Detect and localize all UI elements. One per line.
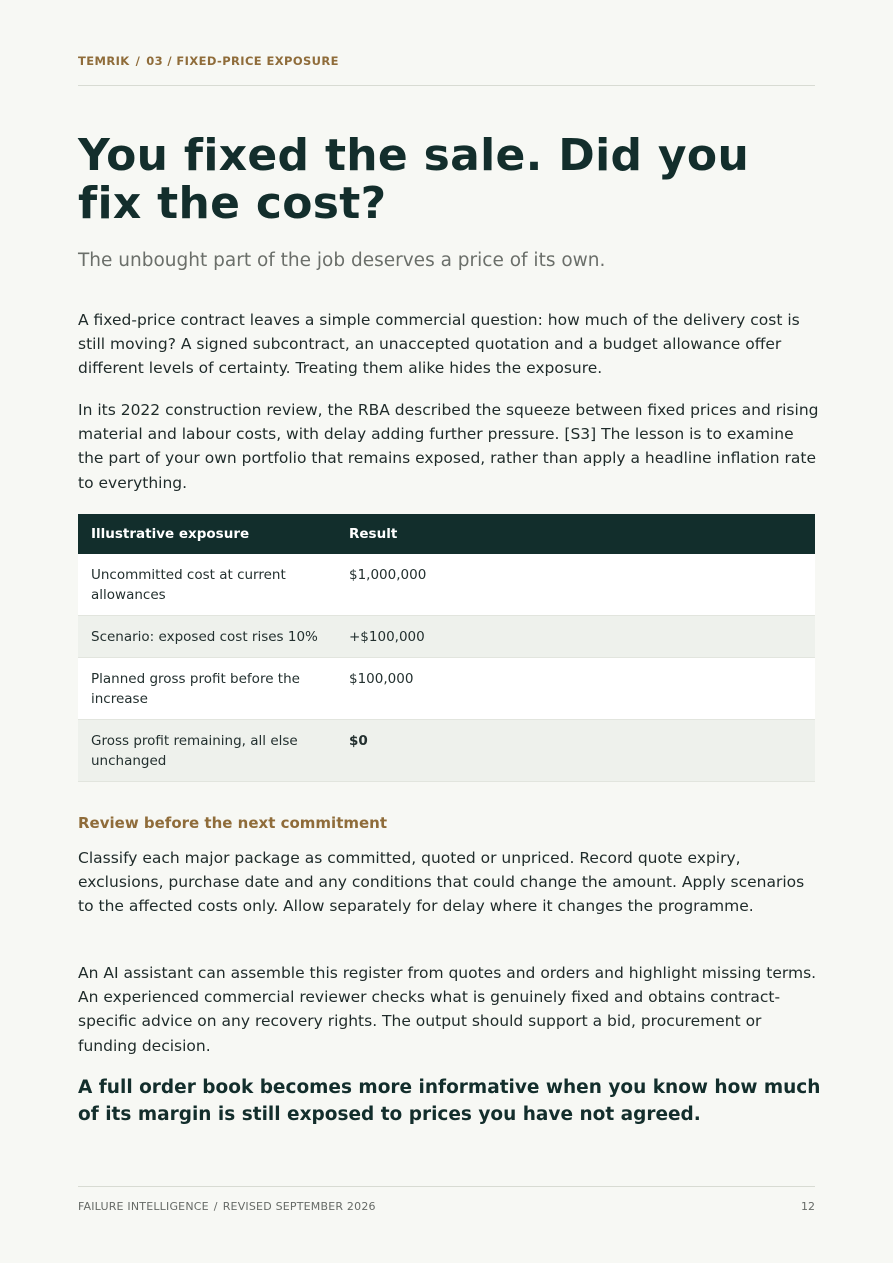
ai-paragraph: An AI assistant can assemble this register from quotes and orders and highlight missing terms. An experienced commercial reviewer checks what is genuinely fixed and obtains contract-specific advice on any recovery rights. The output should support a bid, procurement or funding decision. xyxy=(78,964,817,1055)
row-value: $100,000 xyxy=(336,658,815,720)
header-divider xyxy=(78,85,815,86)
row-value: $1,000,000 xyxy=(336,554,815,616)
footer-revision: REVISED SEPTEMBER 2026 xyxy=(222,1200,376,1213)
page-subtitle: The unbought part of the job deserves a price of its own. xyxy=(78,250,606,271)
footer-divider xyxy=(78,1186,815,1187)
page-number: 12 xyxy=(801,1200,815,1213)
page-title: You fixed the sale. Did you fix the cost? xyxy=(78,130,750,229)
table-header-row xyxy=(78,514,815,554)
row-label: Planned gross profit before the increase xyxy=(78,658,336,720)
footer-label xyxy=(78,1200,376,1213)
footer-separator: / xyxy=(213,1200,218,1213)
column-header-result: Result xyxy=(349,526,398,542)
table-row xyxy=(78,616,815,658)
table-row xyxy=(78,720,815,782)
review-paragraph: Classify each major package as committed, quoted or unpriced. Record quote expiry, exclusions, purchase date and any conditions that could change the amount. Apply scenarios to the affected costs only. Allow separately for delay where it changes the programme. xyxy=(78,849,805,916)
row-value: +$100,000 xyxy=(336,616,815,658)
callout-statement: A full order book becomes more informative when you know how much of its margin is still exposed to prices you have not agreed. xyxy=(78,1077,821,1125)
section-label: 03 / FIXED-PRICE EXPOSURE xyxy=(146,54,339,68)
breadcrumb xyxy=(78,54,339,68)
row-label: Gross profit remaining, all else unchanged xyxy=(78,720,336,782)
table-row xyxy=(78,554,815,616)
row-label: Uncommitted cost at current allowances xyxy=(78,554,336,616)
brand-label: TEMRIK xyxy=(78,54,130,68)
column-header-exposure: Illustrative exposure xyxy=(91,526,250,542)
breadcrumb-separator: / xyxy=(135,54,141,68)
exposure-table xyxy=(78,514,815,782)
intro-paragraph: A fixed-price contract leaves a simple commercial question: how much of the delivery cost is still moving? A signed subcontract, an unaccepted quotation and a budget allowance offer different levels of certainty. Treating them alike hides the exposure. xyxy=(78,311,800,378)
footer-publication: FAILURE INTELLIGENCE xyxy=(78,1200,209,1213)
section-heading: Review before the next commitment xyxy=(78,814,388,832)
context-paragraph: In its 2022 construction review, the RBA described the squeeze between fixed prices and rising material and labour costs, with delay adding further pressure. [S3] The lesson is to examine the part of your own portfolio that remains exposed, rather than apply a headline inflation rate to everything. xyxy=(78,401,819,492)
row-label: Scenario: exposed cost rises 10% xyxy=(78,616,336,658)
row-value-total: $0 xyxy=(336,720,815,782)
table-row xyxy=(78,658,815,720)
